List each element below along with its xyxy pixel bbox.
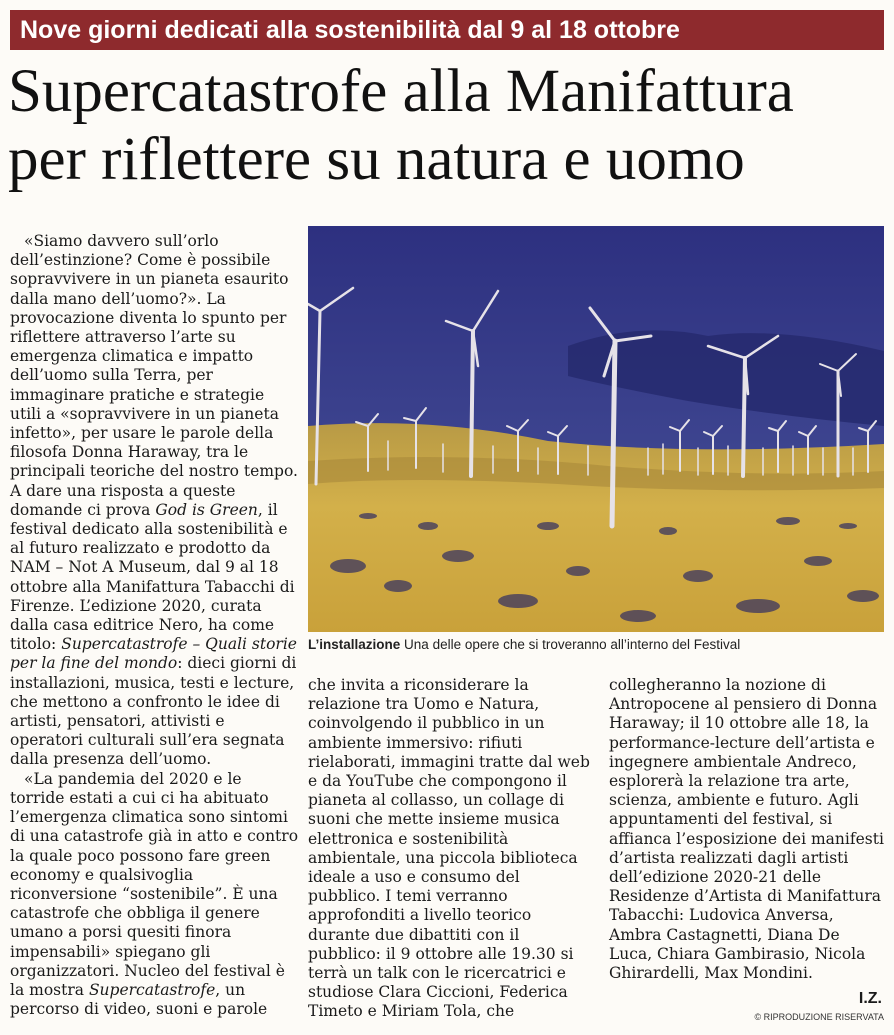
edition-title: Supercatastrofe – Quali storie per la fine del mondo — [10, 635, 297, 673]
headline — [8, 58, 888, 194]
festival-name: God is Green — [155, 500, 258, 519]
kicker-banner: Nove giorni dedicati alla sostenibilità dal 9 al 18 ottobre — [10, 10, 884, 50]
article-column-3 — [609, 676, 884, 983]
paragraph-1-text: «Siamo davvero sull’orlo dell’estinzione? Come è possibile sopravvivere in un pianeta esaurito dalla mano dell’uomo?». La provocazione diventa lo spunto per riflettere attraverso l’arte su emergenza climatica e impatto dell’uomo sulla Terra, per immaginare pratiche e strategie utili a «sopravvivere in un pianeta infetto», per usare le parole della filosofa Donna Haraway, tra le principali teoriche del nostro tempo. A dare una risposta a queste domande ci prova — [10, 232, 298, 519]
column-2-text: che invita a riconsiderare la relazione tra Uomo e Natura, coinvolgendo il pubblico in un ambiente immersivo: rifiuti rielaborati, immagini tratte dal web e da YouTube che compongono il pianeta al collasso, un collage di suoni che mette insieme musica elettronica e sostenibilità ambientale, una piccola biblioteca ideale a uso e consumo del pubblico. I temi verranno approfonditi a livello teorico durante due dibattiti con il pubblico: il 9 ottobre alle 19.30 si terrà un talk con le ricercatrici e studiose Clara Ciccioni, Federica Timeto e Miriam Tola, che — [308, 676, 590, 1021]
headline-line-2: per riflettere su natura e uomo — [8, 126, 745, 193]
headline-line-1: Supercatastrofe alla Manifattura — [8, 58, 794, 125]
caption-text: Una delle opere che si troveranno all’interno del Festival — [404, 637, 741, 652]
paragraph-2 — [10, 770, 300, 1020]
article-column-2 — [308, 676, 593, 1022]
copyright-notice: © RIPRODUZIONE RISERVATA — [754, 1012, 884, 1022]
installation-photo — [308, 226, 884, 632]
paragraph-1-text-b: , il festival dedicato alla sostenibilità e al futuro realizzato e prodotto da NAM – Not A Museum, dal 9 al 18 ottobre alla Manifattura Tabacchi di Firenze. L’edizione 2020, curata dalla casa editrice Nero, ha come titolo: — [10, 500, 295, 654]
author-initials: I.Z. — [858, 990, 882, 1007]
photo-caption — [308, 637, 884, 652]
paragraph-2-text: «La pandemia del 2020 e le torride estati a cui ci ha abituato l’emergenza climatica sono sintomi di una catastrofe già in atto e contro la quale poco possono fare green economy e qualsivoglia riconversione “sostenibile”. È una catastrofe che obbliga il genere umano a porsi quesiti finora impensabili» spiegano gli organizzatori. Nucleo del festival è la mostra — [10, 769, 299, 999]
article-column-1 — [10, 232, 300, 1019]
column-3-text: collegheranno la nozione di Antropocene al pensiero di Donna Haraway; il 10 ottobre alle 18, la performance-lecture dell’artista e ingegnere ambientale Andreco, esplorerà la relazione tra arte, scienza, ambiente e futuro. Agli appuntamenti del festival, si affianca l’esposizione dei manifesti d’artista realizzati dagli artisti dell’edizione 2020-21 delle Residenze d’Artista di Manifattura Tabacchi: Ludovica Anversa, Ambra Castagnetti, Diana De Luca, Chiara Gambirasio, Nicola Ghirardelli, Max Mondini. — [609, 676, 884, 983]
caption-label: L’installazione — [308, 637, 401, 652]
paragraph-1 — [10, 232, 300, 770]
paragraph-1-text-c: : dieci giorni di installazioni, musica, testi e lecture, che mettono a confronto le idee di artisti, pensatori, attivisti e operatori culturali sull’era segnata dalla presenza dell’uomo. — [10, 654, 297, 769]
exhibition-title: Supercatastrofe — [88, 980, 216, 999]
paragraph-2-text-b: , un percorso di video, suoni e parole — [10, 980, 268, 1019]
